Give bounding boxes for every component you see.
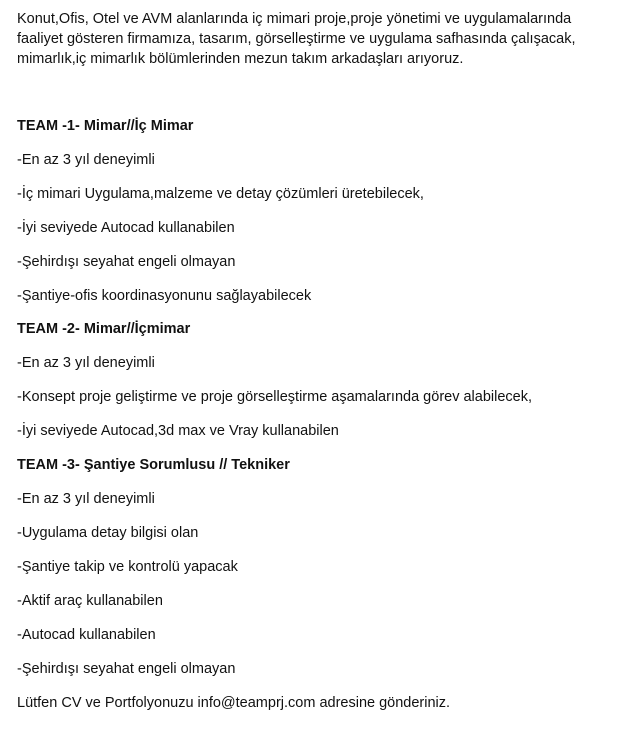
team-3-item: -Aktif araç kullanabilen xyxy=(17,593,163,609)
team-2-item: -Konsept proje geliştirme ve proje görselleştirme aşamalarında görev alabilecek, xyxy=(17,389,532,405)
team-3-item: -Uygulama detay bilgisi olan xyxy=(17,525,199,541)
team-3-item: -Şehirdışı seyahat engeli olmayan xyxy=(17,661,236,677)
team-3-item: -Şantiye takip ve kontrolü yapacak xyxy=(17,559,238,575)
intro-line-2: faaliyet gösteren firmamıza, tasarım, görselleştirme ve uygulama safhasında çalışacak, xyxy=(17,31,576,47)
team-1-item: -Şehirdışı seyahat engeli olmayan xyxy=(17,254,236,270)
team-1-item: -Şantiye-ofis koordinasyonunu sağlayabilecek xyxy=(17,288,312,304)
team-2-item: -En az 3 yıl deneyimli xyxy=(17,355,155,371)
team-2-item: -İyi seviyede Autocad,3d max ve Vray kullanabilen xyxy=(17,423,339,439)
team-1-item: -İyi seviyede Autocad kullanabilen xyxy=(17,220,235,236)
intro-paragraph xyxy=(17,9,629,69)
team-1-heading: TEAM -1- Mimar//İç Mimar xyxy=(17,118,194,134)
team-3-item: -En az 3 yıl deneyimli xyxy=(17,491,155,507)
intro-line-3: mimarlık,iç mimarlık bölümlerinden mezun takım arkadaşları arıyoruz. xyxy=(17,51,464,67)
intro-line-1: Konut,Ofis, Otel ve AVM alanlarında iç mimari proje,proje yönetimi ve uygulamalarında xyxy=(17,11,572,27)
team-3-heading: TEAM -3- Şantiye Sorumlusu // Tekniker xyxy=(17,457,290,473)
team-1-item: -İç mimari Uygulama,malzeme ve detay çözümleri üretebilecek, xyxy=(17,186,424,202)
team-2-heading: TEAM -2- Mimar//İçmimar xyxy=(17,321,191,337)
team-1-item: -En az 3 yıl deneyimli xyxy=(17,152,155,168)
team-3-item: -Autocad kullanabilen xyxy=(17,627,156,643)
contact-footer: Lütfen CV ve Portfolyonuzu info@teamprj.com adresine gönderiniz. xyxy=(17,695,451,711)
